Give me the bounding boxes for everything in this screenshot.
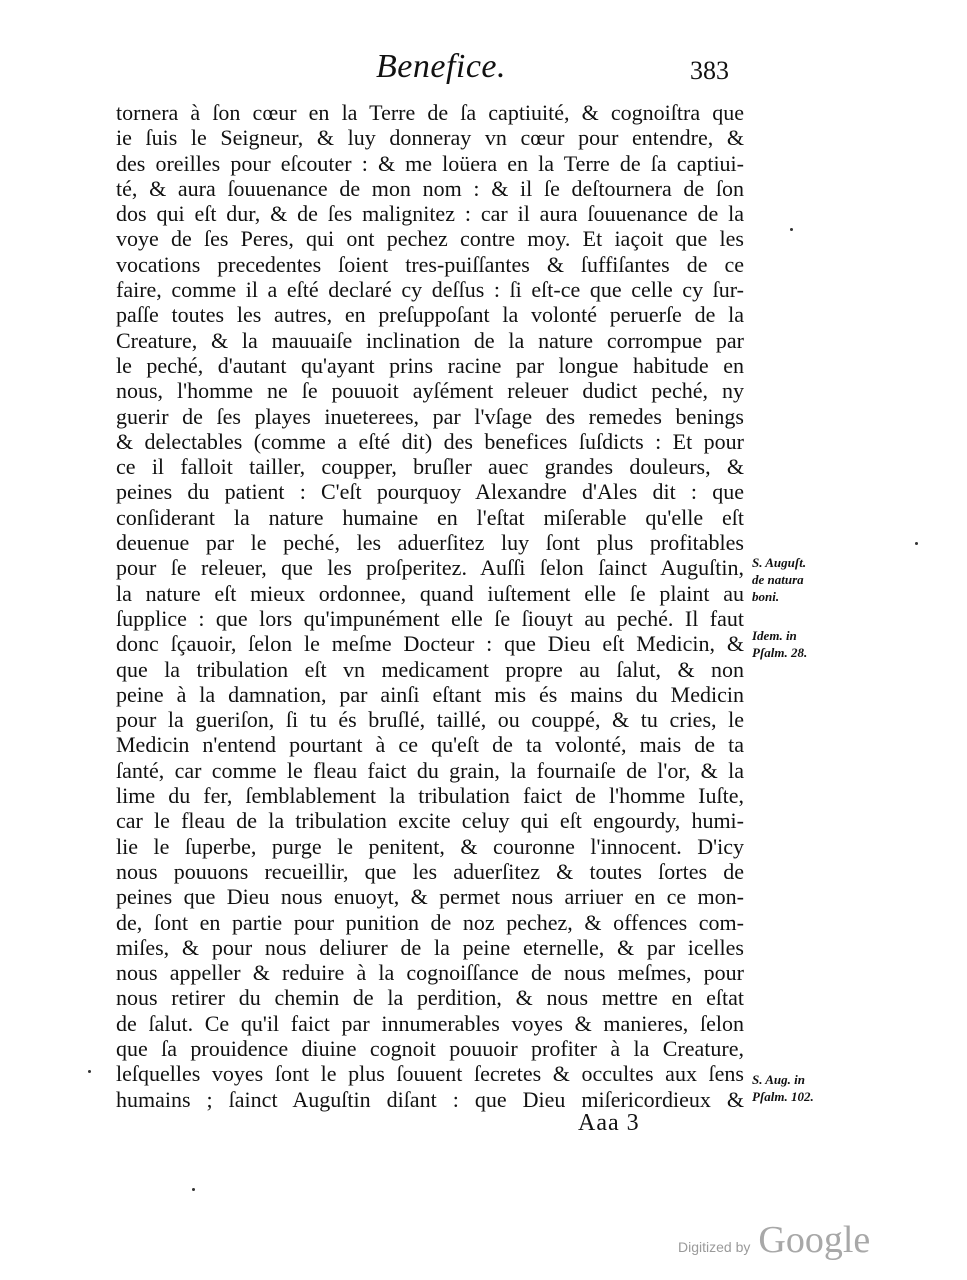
text-line: & delectables (comme a eſté dit) des benefices ſuſdicts : Et pour <box>116 428 744 454</box>
text-line: ie ſuis le Seigneur, & luy donneray vn cœur pour entendre, & <box>116 125 744 151</box>
text-line: car le fleau de la tribulation excite celuy qui eſt engourdy, humi- <box>116 808 744 834</box>
text-line: humains ; ſainct Auguſtin diſant : que Dieu miſericordieux & <box>116 1086 744 1112</box>
body-text <box>116 100 744 1112</box>
note-line: Pſalm. 102. <box>752 1089 814 1104</box>
text-line: lie le ſuperbe, purge le penitent, & couronne l'innocent. D'icy <box>116 833 744 859</box>
text-line: Creature, & la mauuaiſe inclination de la nature corrompue par <box>116 327 744 353</box>
marginal-note-augustine-de-natura-boni <box>752 554 806 605</box>
text-line: donc ſçauoir, ſelon le meſme Docteur : que Dieu eſt Medicin, & <box>116 631 744 657</box>
text-line: voye de ſes Peres, qui ont pechez contre moy. Et iaçoit que les <box>116 226 744 252</box>
ink-speck <box>790 228 793 231</box>
text-line: deuenue par le peché, les aduerſitez luy ſont plus profitables <box>116 530 744 556</box>
text-line: de, ſont en partie pour punition de noz pechez, & offences com- <box>116 909 744 935</box>
note-line: S. Auguſt. <box>752 555 807 570</box>
note-line: boni. <box>752 589 780 604</box>
text-line: le peché, d'autant qu'ayant prins racine par longue habitude en <box>116 352 744 378</box>
text-line: nous retirer du chemin de la perdition, & nous mettre en eſtat <box>116 985 744 1011</box>
note-line: de natura <box>752 572 804 587</box>
watermark-prefix: Digitized by <box>678 1239 751 1255</box>
text-line: que ſa prouidence diuine cognoit pouuoir profiter à la Creature, <box>116 1035 744 1061</box>
note-line: S. Aug. in <box>752 1072 805 1087</box>
text-line: guerir de ſes playes inueterees, par l'vſage des remedes benings <box>116 403 744 429</box>
ink-speck <box>88 1070 91 1073</box>
google-digitized-watermark <box>678 1218 871 1261</box>
text-line: peines du patient : C'eſt pourquoy Alexandre d'Ales dit : que <box>116 479 744 505</box>
text-line: nous, l'homme ne ſe pouuoit ayſément releuer dudict peché, ny <box>116 378 744 404</box>
text-line: Medicin n'entend pourtant à ce qu'eſt de ta volonté, mais de ta <box>116 732 744 758</box>
text-line: conſiderant la nature humaine en l'eſtat miſerable qu'elle eſt <box>116 504 744 530</box>
text-line: pour ſe releuer, que les proſperitez. Auſſi ſelon ſainct Auguſtin, <box>116 555 744 581</box>
text-line: miſes, & pour nous deliurer de la peine eternelle, & par icelles <box>116 934 744 960</box>
marginal-note-psalm-102 <box>752 1071 814 1105</box>
text-line: nous pouuons recueillir, que les aduerſitez & toutes ſortes de <box>116 858 744 884</box>
page-number: 383 <box>690 56 729 85</box>
text-line: ce il falloit tailler, coupper, bruſler auec grandes douleurs, & <box>116 454 744 480</box>
running-title: Benefice. <box>376 48 507 85</box>
text-line: faire, comme il a eſté declaré cy deſſus : ſi eſt-ce que celle cy ſur- <box>116 277 744 303</box>
google-logo: Google <box>758 1219 871 1261</box>
text-line: tornera à ſon cœur en la Terre de ſa captiuité, & cognoiſtra que <box>116 100 744 125</box>
marginal-note-psalm-28 <box>752 627 807 661</box>
text-line: de ſalut. Ce qu'il faict par innumerables voyes & manieres, ſelon <box>116 1010 744 1036</box>
text-line: nous appeller & reduire à la cognoiſſance de nous meſmes, pour <box>116 960 744 986</box>
text-line: la nature eſt mieux ordonnee, quand iuſtement elle ſe plaint au <box>116 580 744 606</box>
text-line: que la tribulation eſt vn medicament propre au ſalut, & non <box>116 656 744 682</box>
text-line: paſſe toutes les autres, en preſuppoſant la volonté peruerſe de la <box>116 302 744 328</box>
text-line: ſupplice : que lors qu'impunément elle ſe ſiouyt au peché. Il faut <box>116 605 744 631</box>
text-line: pour la gueriſon, ſi tu és bruſlé, taillé, ou couppé, & tu cries, le <box>116 707 744 733</box>
text-line: vocations precedentes ſoient tres-puiſſantes & ſuffiſantes de ce <box>116 251 744 277</box>
text-line: peine à la damnation, par ainſi eſtant mis és mains du Medicin <box>116 681 744 707</box>
text-line: ſanté, car comme le fleau faict du grain, la fournaiſe de l'or, & la <box>116 757 744 783</box>
signature-mark: Aaa 3 <box>578 1110 640 1136</box>
ink-speck <box>192 1188 195 1191</box>
text-line: des oreilles pour eſcouter : & me loüera en la Terre de ſa captiui- <box>116 150 744 176</box>
text-line: leſquelles voyes ſont le plus ſouuent ſecretes & occultes aux ſens <box>116 1061 744 1087</box>
text-line: té, & aura ſouuenance de mon nom : & il ſe deſtournera de ſon <box>116 175 744 201</box>
text-line: lime du fer, ſemblablement la tribulation faict de l'homme Iuſte, <box>116 783 744 809</box>
text-line: dos qui eſt dur, & de ſes malignitez : car il aura ſouuenance de la <box>116 201 744 227</box>
text-line: peines que Dieu nous enuoyt, & permet nous arriuer en ce mon- <box>116 884 744 910</box>
note-line: Idem. in <box>752 628 797 643</box>
note-line: Pſalm. 28. <box>752 645 808 660</box>
ink-speck <box>915 542 918 545</box>
